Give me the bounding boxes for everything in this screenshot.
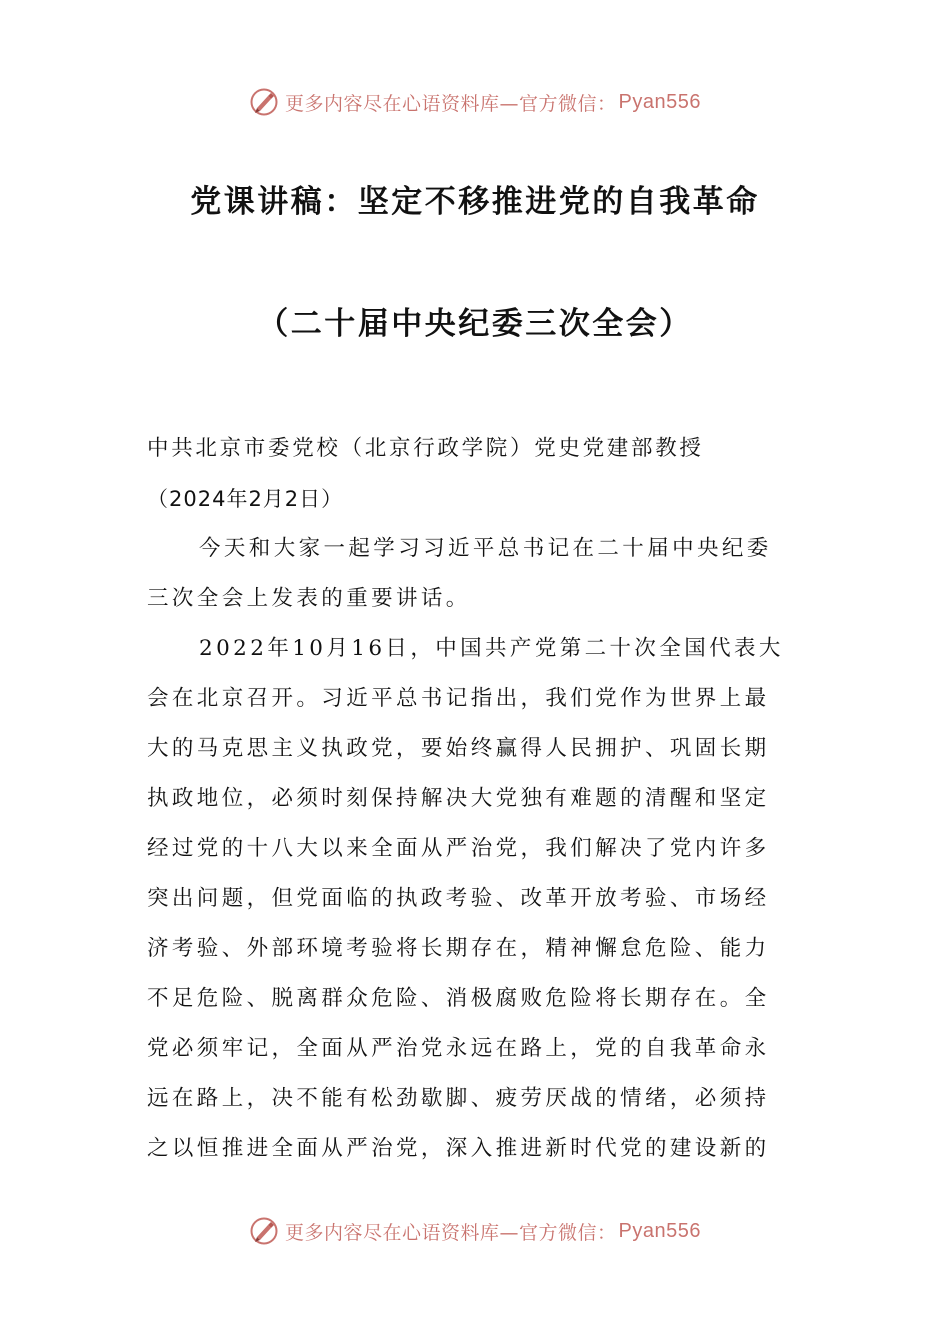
body-line: 2022年10月16日，中国共产党第二十次全国代表大: [199, 636, 784, 661]
date-line: （2024年2月2日）: [147, 487, 344, 511]
wechat-id: Pyan556: [618, 1219, 701, 1242]
body-line: 远在路上，决不能有松劲歇脚、疲劳厌战的情绪，必须持: [147, 1086, 770, 1111]
watermark-banner-top: [0, 82, 950, 122]
pen-seal-logo-icon: [249, 87, 279, 117]
document-title: 党课讲稿：坚定不移推进党的自我革命: [190, 184, 760, 220]
watermark-text: 更多内容尽在心语资料库—官方微信：: [285, 1221, 617, 1244]
body-line: 经过党的十八大以来全面从严治党，我们解决了党内许多: [147, 836, 770, 861]
author-line: 中共北京市委党校（北京行政学院）党史党建部教授: [147, 436, 704, 461]
watermark-banner-bottom: [0, 1211, 950, 1251]
body-line: 突出问题，但党面临的执政考验、改革开放考验、市场经: [147, 886, 770, 911]
body-line: 之以恒推进全面从严治党，深入推进新时代党的建设新的: [147, 1136, 770, 1161]
wechat-id: Pyan556: [618, 90, 701, 113]
body-line: 大的马克思主义执政党，要始终赢得人民拥护、巩固长期: [147, 736, 770, 761]
body-line: 党必须牢记，全面从严治党永远在路上，党的自我革命永: [147, 1036, 770, 1061]
document-body: [147, 424, 807, 1174]
document-subtitle: （二十届中央纪委三次全会）: [257, 306, 693, 342]
body-line: 三次全会上发表的重要讲话。: [147, 586, 471, 611]
body-line: 会在北京召开。习近平总书记指出，我们党作为世界上最: [147, 686, 770, 711]
watermark-text: 更多内容尽在心语资料库—官方微信：: [285, 92, 617, 115]
body-line: 执政地位，必须时刻保持解决大党独有难题的清醒和坚定: [147, 786, 770, 811]
body-line: 今天和大家一起学习习近平总书记在二十届中央纪委: [199, 536, 772, 561]
body-line: 不足危险、脱离群众危险、消极腐败危险将长期存在。全: [147, 986, 770, 1011]
body-line: 济考验、外部环境考验将长期存在，精神懈怠危险、能力: [147, 936, 770, 961]
pen-seal-logo-icon: [249, 1216, 279, 1246]
